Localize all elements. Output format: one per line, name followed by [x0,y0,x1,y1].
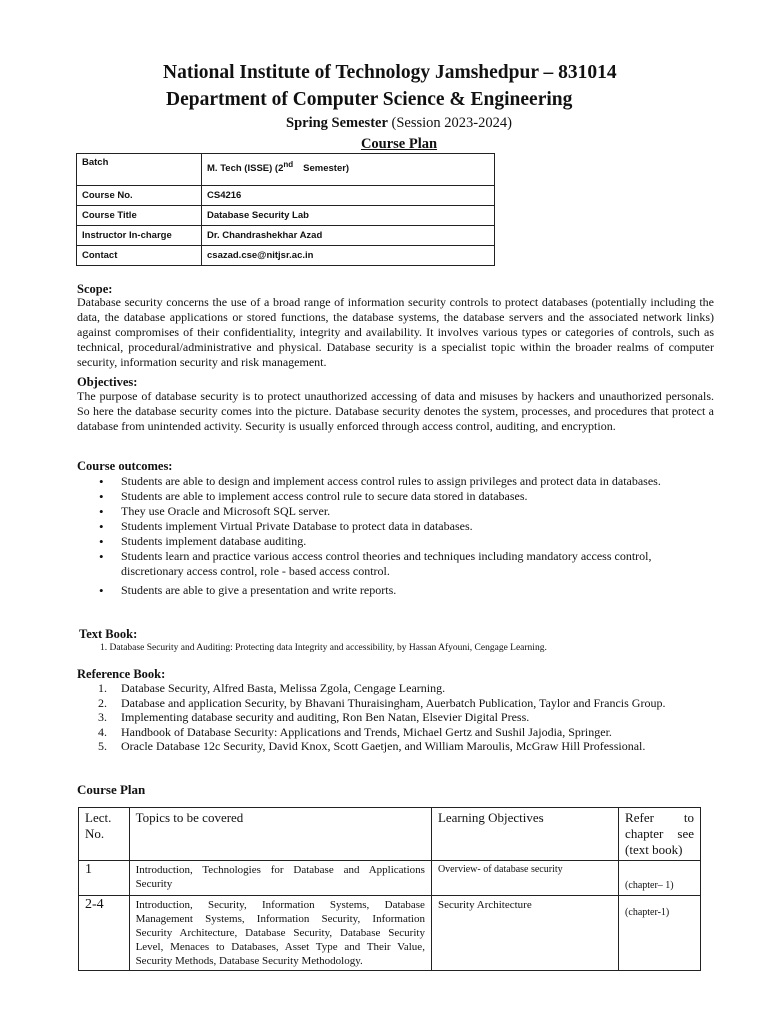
info-label: Instructor In-charge [77,226,202,246]
course-plan-title: Course Plan [360,136,438,152]
scope-heading: Scope: [77,282,113,296]
refer: (chapter-1) [619,896,701,971]
outcome-item: • Students are able to implement access control rule to secure data stored in databases. [77,489,677,504]
outcomes-heading: Course outcomes: [77,459,173,473]
reference-item: 2. Database and application Security, by Bhavani Thuraisingham, Auerbatch Publication, Taylor and Francis Group. [98,695,666,710]
outcome-item: • Students implement Virtual Private Database to protect data in databases. [77,519,677,534]
batch-sup: nd [283,160,294,169]
reference-heading: Reference Book: [77,667,166,681]
info-row-batch [77,154,495,186]
department-title: Department of Computer Science & Engineering [166,89,573,110]
batch-value: M. Tech (ISSE) (2 [207,163,284,175]
objective: Overview- of database security [431,861,618,896]
lect-no: 2-4 [79,896,130,971]
col-objectives: Learning Objectives [431,808,618,861]
info-value: Database Security Lab [202,206,495,226]
table-row [79,896,701,971]
reference-item: 5. Oracle Database 12c Security, David Knox, Scott Gaetjen, and William Maroulis, McGraw Hill Professional. [98,739,646,754]
info-label: Contact [77,246,202,266]
info-label: Course No. [77,186,202,206]
outcome-item: • Students implement database auditing. [77,534,677,549]
reference-item: 4. Handbook of Database Security: Applications and Trends, Michael Gertz and Sushil Jajodia, Springer. [98,724,612,739]
info-value: csazad.cse@nitjsr.ac.in [202,246,495,266]
col-topics: Topics to be covered [129,808,431,861]
scope-text: Database security concerns the use of a broad range of information security controls to protect databases (potentially including the data, the database applications or stored functions, the database systems, the database servers and the associated network links) against compromises of their confidentiality, integrity and availability. It involves various types or categories of controls, such as technical, procedural/administrative and physical. Database security is a specialist topic within the broader realms of computer security, information security and risk management. [77,295,714,369]
outcome-item: • Students are able to give a presentation and write reports. [77,583,677,598]
info-value [202,154,495,186]
semester-line [0,115,768,132]
textbook-heading: Text Book: [79,627,138,641]
reference-list [77,681,669,754]
outcome-item: • Students are able to design and implement access control rules to assign privileges and protect data in databases. [77,474,677,489]
institute-title: National Institute of Technology Jamshedpur – 831014 [163,62,617,83]
reference-item: 1. Database Security, Alfred Basta, Melissa Zgola, Cengage Learning. [98,681,446,695]
semester-label: Spring Semester [286,115,388,131]
reference-item: 3. Implementing database security and auditing, Ron Ben Natan, Elsevier Digital Press. [98,710,530,725]
col-refer: Refer to chapter see (text book) [619,808,701,861]
outcomes-list [77,474,677,598]
plan-header-row [79,808,701,861]
topics: Introduction, Technologies for Database and Applications Security [129,861,431,896]
objectives-heading: Objectives: [77,375,138,389]
topics: Introduction, Security, Information Systems, Database Management Systems, Information Security, Information Security Architecture, Database Security, Database Security Level, Menaces to Databases, Asset Type and Their Value, Security Methods, Database Security Methodology. [129,896,431,971]
objective: Security Architecture [431,896,618,971]
objectives-text: The purpose of database security is to protect unauthorized accessing of data and misuses by hackers and unauthorized personals. So here the database security comes into the picture. Database security denotes the system, processes, and procedures that protect a database from unintended activity. Security is usually enforced through access control, auditing, and encryption. [77,389,714,433]
course-plan-table [78,807,701,971]
refer: (chapter– 1) [619,861,701,896]
outcome-item: • Students learn and practice various access control theories and techniques including mandatory access control, discretionary access control, role - based access control. [77,549,677,579]
lect-no: 1 [79,861,130,896]
info-row-instructor [77,226,495,246]
info-row-course-title [77,206,495,226]
textbook-item: 1. Database Security and Auditing: Protecting data Integrity and accessibility, by Hassan Afyouni, Cengage Learning. [100,643,547,653]
outcome-item: • They use Oracle and Microsoft SQL server. [77,504,677,519]
course-info-table [76,153,495,266]
session-label: (Session 2023-2024) [391,115,512,131]
info-row-contact [77,246,495,266]
info-value: CS4216 [202,186,495,206]
col-lect: Lect. No. [79,808,130,861]
info-label: Course Title [77,206,202,226]
info-value: Dr. Chandrashekhar Azad [202,226,495,246]
plan-heading: Course Plan [77,782,146,797]
batch-tail: Semester) [303,163,350,175]
info-row-course-no [77,186,495,206]
table-row [79,861,701,896]
info-label: Batch [77,154,202,186]
